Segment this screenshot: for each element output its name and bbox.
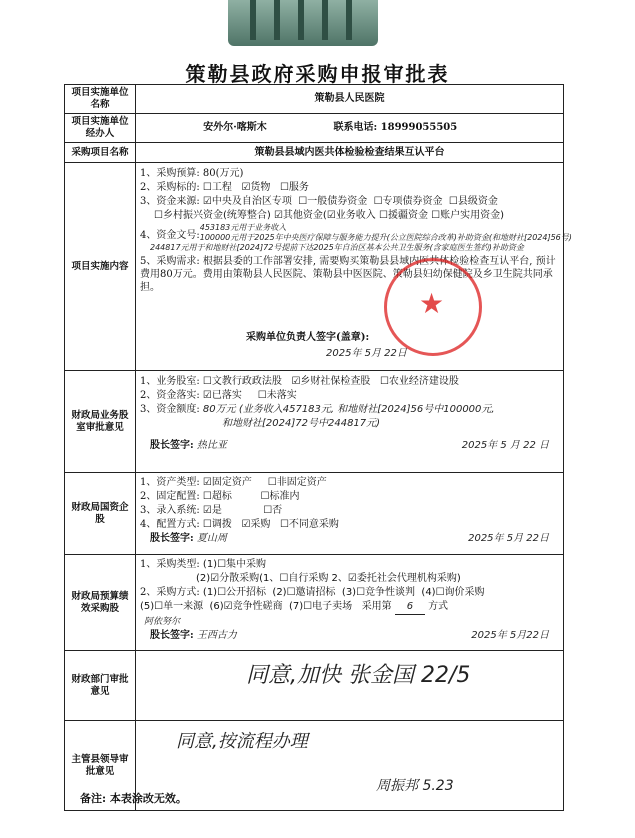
sys-line: 3、录入系统: ☑是 ☐否 — [140, 505, 283, 516]
sys-option-no[interactable]: ☐否 — [263, 505, 283, 516]
method-line-1: 2、采购方式: (1)☐公开招标 (2)☐邀请招标 (3)☐竞争性谈判 (4)☐询价采购 — [140, 587, 485, 598]
content-sign-label: 采购单位负责人签字(盖章): — [246, 332, 370, 343]
business-label: 财政局业务股室审批意见 — [65, 371, 136, 473]
source-line-1: 3、资金来源: ☑中央及自治区专项 ☐一般债券资金 ☐专项债券资金 ☐县级资金 — [140, 196, 498, 207]
sys-option-yes[interactable]: ☑是 — [202, 505, 222, 516]
budget-line: 1、采购预算: 80(万元) — [140, 168, 244, 179]
method-option-open[interactable]: (1)☐公开招标 — [202, 587, 267, 598]
method-line-2 — [140, 600, 559, 615]
assets-date: 2025年 5月 22日 — [468, 533, 549, 544]
dept-option-social[interactable]: ☑乡财社保检查股 — [291, 376, 371, 387]
assets-label: 财政局国资企股 — [65, 473, 136, 555]
target-option-works[interactable]: ☐工程 — [202, 182, 232, 193]
assets-sign-name: 夏山周 — [196, 533, 227, 544]
budget-date: 2025年 5月22日 — [471, 630, 549, 641]
method-option-single[interactable]: (5)☐单一来源 — [140, 601, 204, 612]
config-line: 2、固定配置: ☐超标 ☐标准内 — [140, 491, 300, 502]
target-option-goods[interactable]: ☑货物 — [241, 182, 271, 193]
target-line: 2、采购标的: ☐工程 ☑货物 ☐服务 — [140, 182, 309, 193]
type-option-dispersed[interactable]: (2)☑分散采购(1、☐自行采购 2、☑委托社会代理机构采购) — [196, 573, 461, 584]
business-date: 2025年 5 月 22 日 — [461, 440, 549, 451]
leader-label: 主管县领导审批意见 — [65, 721, 136, 811]
prop-option-fixed[interactable]: ☑固定资产 — [202, 477, 252, 488]
source-option-aid[interactable]: ☐援疆资金 — [379, 210, 428, 221]
footnote: 备注: 本表涂改无效。 — [80, 792, 187, 805]
binder-clip — [228, 0, 378, 46]
unit-value: 策勒县人民医院 — [136, 85, 564, 114]
funds-option-no[interactable]: ☐未落实 — [257, 390, 297, 401]
page-title: 策勒县政府采购申报审批表 — [185, 62, 450, 86]
doc-hand-2: 100000元用于2025年中央医疗保障与服务能力提升(公立医院综合改革)补助资金(和地财社[2024]56号) — [199, 233, 572, 242]
budget-sign-hand: 阿依努尔 — [144, 617, 181, 627]
source-option-account[interactable]: ☐账户实用资金) — [431, 210, 505, 221]
source-option-rural[interactable]: ☐乡村振兴资金(统筹整合) — [154, 210, 271, 221]
business-sign-name: 热比亚 — [196, 440, 227, 451]
assets-sign: 股长签字: 夏山周 — [150, 533, 227, 544]
funds-option-yes[interactable]: ☑已落实 — [202, 390, 242, 401]
prop-line: 1、资产类型: ☑固定资产 ☐非固定资产 — [140, 477, 327, 488]
leader-signature: 周振邦 5.23 — [376, 778, 454, 794]
finance-head-label: 财政部门审批意见 — [65, 651, 136, 721]
config-option-over[interactable]: ☐超标 — [202, 491, 232, 502]
dept-option-culture[interactable]: ☐文教行政政法股 — [202, 376, 282, 387]
type-line-1: 1、采购类型: (1)☐集中采购 — [140, 559, 267, 570]
handler-name: 安外尔·喀斯木 — [203, 122, 267, 133]
dept-line: 1、业务股室: ☐文教行政政法股 ☑乡财社保检查股 ☐农业经济建设股 — [140, 376, 459, 387]
amount-hand-2: 和地财社[2024]72号中244817元) — [222, 418, 381, 429]
config-option-standard[interactable]: ☐标准内 — [260, 491, 300, 502]
approval-form — [64, 84, 572, 811]
dept-option-agri[interactable]: ☐农业经济建设股 — [379, 376, 459, 387]
source-option-county[interactable]: ☐县级资金 — [448, 196, 498, 207]
content-sign-date: 2025年 5月 22日 — [326, 348, 407, 359]
leader-opinion: 同意,按流程办理 — [176, 731, 308, 752]
demand-text: 5、采购需求: 根据县委的工作部署安排, 需要购买策勒县县域内医共体检验检查互认平台, 预计费用80万元。费用由策勒县人民医院、策勒县中医医院、策勒县妇幼保健院及乡卫生院共同承担。 — [140, 256, 556, 293]
source-option-special-bond[interactable]: ☐专项债券资金 — [373, 196, 443, 207]
source-option-central[interactable]: ☑中央及自治区专项 — [202, 196, 292, 207]
content-label: 项目实施内容 — [65, 163, 136, 371]
source-option-other[interactable]: ☑其他资金(☑业务收入 — [273, 210, 376, 221]
mode-option-transfer[interactable]: ☐调拨 — [202, 519, 232, 530]
project-label: 采购项目名称 — [65, 143, 136, 163]
unit-label: 项目实施单位名称 — [65, 85, 136, 114]
phone-label: 联系电话: — [333, 122, 378, 133]
budget-sign-name: 王西古力 — [196, 630, 237, 641]
official-seal — [384, 258, 482, 356]
doc-number: 4、资金文号: 453183元用于业务收入 100000元用于2025年中央医疗保障与服务能力提升(公立医院综合改革)补助资金(和地财社[2024]56号) — [140, 223, 572, 242]
amount-hand-1: 80万元 (业务收入457183元, 和地财社[2024]56号中100000元, — [202, 404, 495, 415]
method-option-inquiry[interactable]: (4)☐询价采购 — [421, 587, 485, 598]
method-option-negotiation[interactable]: (3)☐竞争性谈判 — [341, 587, 416, 598]
prop-option-nonfixed[interactable]: ☐非固定资产 — [267, 477, 327, 488]
business-sign: 股长签字: 热比亚 — [150, 440, 227, 451]
seal-star-icon: ★ — [419, 287, 445, 320]
type-option-central[interactable]: (1)☐集中采购 — [202, 559, 267, 570]
amount-line: 3、资金额度: 80万元 (业务收入457183元, 和地财社[2024]56号中100000元, — [140, 404, 495, 415]
budget-sign: 股长签字: 王西古力 — [150, 630, 237, 641]
doc-hand-1: 453183元用于业务收入 — [199, 223, 287, 232]
method-option-consult[interactable]: (6)☑竞争性磋商 — [209, 601, 283, 612]
method-count: 采用第 6 方式 — [362, 601, 448, 612]
method-option-emall[interactable]: (7)☐电子卖场 — [289, 601, 353, 612]
source-line-2 — [140, 209, 559, 223]
mode-option-purchase[interactable]: ☑采购 — [241, 519, 271, 530]
funds-line: 2、资金落实: ☑已落实 ☐未落实 — [140, 390, 297, 401]
target-option-services[interactable]: ☐服务 — [279, 182, 309, 193]
phone-value: 18999055505 — [380, 122, 458, 133]
handler-label: 项目实施单位经办人 — [65, 114, 136, 143]
budget-dept-label: 财政局预算绩效采购股 — [65, 555, 136, 651]
source-option-general-bond[interactable]: ☐一般债券资金 — [298, 196, 368, 207]
finance-head-signature: 同意,加快 张金国 22/5 — [246, 663, 471, 688]
mode-option-reject[interactable]: ☐不同意采购 — [279, 519, 339, 530]
method-option-invite[interactable]: (2)☐邀请招标 — [272, 587, 336, 598]
mode-line: 4、配置方式: ☐调拨 ☑采购 ☐不同意采购 — [140, 519, 339, 530]
project-value: 策勒县县域内医共体检验检查结果互认平台 — [136, 143, 564, 163]
doc-hand-3: 244817元用于和地财社[2024]72号提前下达2025年自治区基本公共卫生服务(含家庭医生签约)补助资金 — [150, 243, 524, 252]
